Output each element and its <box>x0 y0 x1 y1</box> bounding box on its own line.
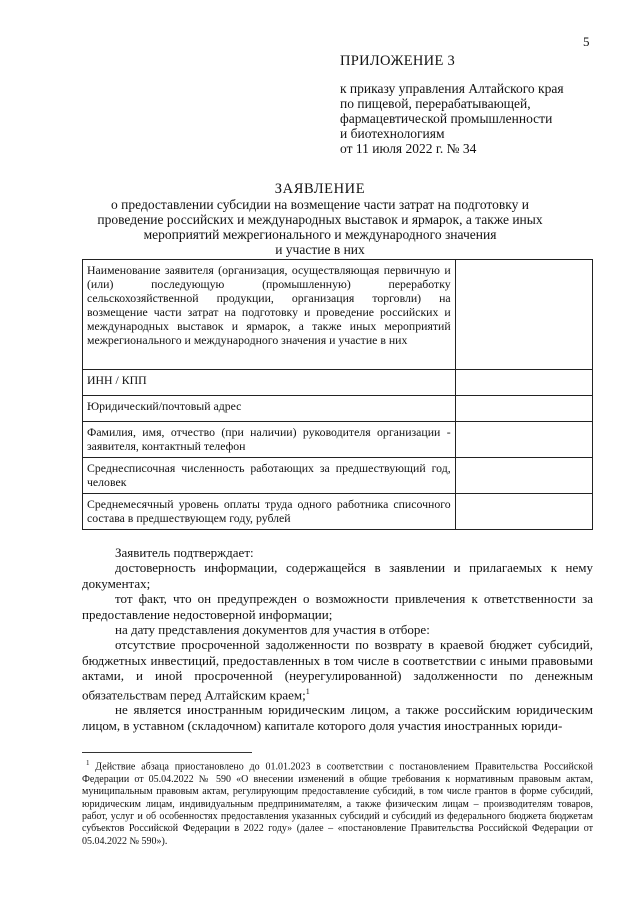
table-row <box>83 260 593 370</box>
footnote-divider <box>82 752 252 753</box>
title-line: и участие в них <box>275 242 365 257</box>
application-form-table <box>82 259 593 530</box>
appendix-line: к приказу управления Алтайского края <box>340 81 564 96</box>
row-value-field[interactable] <box>455 422 592 458</box>
table-row <box>83 370 593 396</box>
page-number: 5 <box>583 34 590 49</box>
table-row <box>83 396 593 422</box>
paragraph: достоверность информации, содержащейся в заявлении и прилагаемых к нему документах; <box>82 560 593 591</box>
paragraph: Заявитель подтверждает: <box>115 545 254 560</box>
appendix-line: фармацевтической промышленности <box>340 111 553 126</box>
appendix-line: и биотехнологиям <box>340 126 445 141</box>
paragraph: тот факт, что он предупрежден о возможности привлечения к ответственности за предоставление недостоверной информации; <box>82 591 593 622</box>
appendix-block <box>340 54 620 156</box>
appendix-line: от 11 июля 2022 г. № 34 <box>340 141 477 156</box>
row-value-field[interactable] <box>455 458 592 494</box>
paragraph: на дату представления документов для участия в отборе: <box>115 622 430 638</box>
row-value-field[interactable] <box>455 396 592 422</box>
title-line: мероприятий межрегионального и международного значения <box>143 227 497 242</box>
row-label: Среднемесячный уровень оплаты труда одного работника списочного состава в предшествующем году, рублей <box>83 494 456 530</box>
paragraph: не является иностранным юридическим лицом, а также российским юридическим лицом, в уставном (складочном) капитале которого доля участия иностранных юриди- <box>82 702 593 733</box>
document-title: ЗАЯВЛЕНИЕ <box>274 181 366 197</box>
table-row <box>83 422 593 458</box>
footnote-text: Действие абзаца приостановлено до 01.01.2023 в соответствии с постановлением Правительства Российской Федерации от 05.04.2022 № 590 «О внесении изменений в общие требования к нормативным правовым актам, муниципальным правовым актам, регулирующим предоставление субсидий, в том числе грантов в форме субсидий, юридическим лицам, индивидуальным предпринимателям, а также физическим лицам – производителям товаров, работ, услуг и об особенностях предоставления указанных субсидий и субсидий из федерального бюджета бюджетам субъектов Российской Федерации в 2022 году» (далее – «постановление Правительства Российской Федерации от 05.04.2022 № 590»). <box>82 761 593 847</box>
paragraph-text: отсутствие просроченной задолженности по возврату в краевой бюджет субсидий, бюджетных инвестиций, предоставленных в том числе в соответствии с иными правовыми актами, и иной просроченной (неурегулированной) задолженности по денежным обязательствам перед Алтайским краем; <box>82 637 593 702</box>
application-title-block <box>60 182 580 257</box>
row-value-field[interactable] <box>455 260 592 370</box>
table-row <box>83 494 593 530</box>
paragraph <box>82 637 593 702</box>
appendix-line: по пищевой, перерабатывающей, <box>340 96 531 111</box>
title-line: о предоставлении субсидии на возмещение части затрат на подготовку и <box>111 197 529 212</box>
row-label: ИНН / КПП <box>83 370 456 396</box>
footnote-mark: 1 <box>86 759 90 767</box>
row-label: Среднесписочная численность работающих за предшествующий год, человек <box>83 458 456 494</box>
row-label: Наименование заявителя (организация, осуществляющая первичную и (или) последующую (промышленную) переработку сельскохозяйственной продукции, организация торговли) на возмещение части затрат на подготовку и проведение российских и международных выставок и ярмарок, а также иных мероприятий межрегионального и международного значения и участие в них <box>83 260 456 370</box>
footnote <box>82 757 593 848</box>
table-row <box>83 458 593 494</box>
row-value-field[interactable] <box>455 370 592 396</box>
row-label: Юридический/почтовый адрес <box>83 396 456 422</box>
appendix-heading: ПРИЛОЖЕНИЕ 3 <box>340 53 456 69</box>
footnote-reference[interactable]: 1 <box>305 686 310 696</box>
title-line: проведение российских и международных выставок и ярмарок, а также иных <box>97 212 543 227</box>
row-value-field[interactable] <box>455 494 592 530</box>
applicant-confirmations <box>82 545 593 733</box>
row-label: Фамилия, имя, отчество (при наличии) руководителя организации - заявителя, контактный телефон <box>83 422 456 458</box>
